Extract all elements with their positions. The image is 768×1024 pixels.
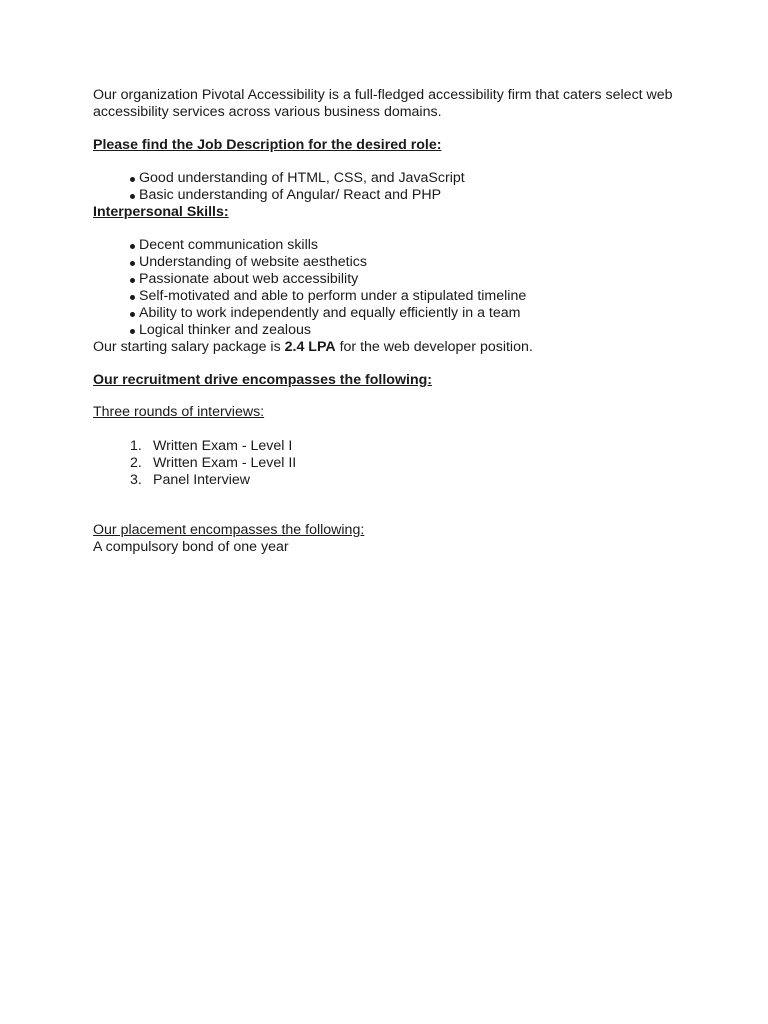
document-page <box>93 87 713 556</box>
interpersonal-skills-list <box>93 237 713 339</box>
placement-text: A compulsory bond of one year <box>93 539 289 555</box>
list-item: Understanding of website aesthetics <box>130 254 713 271</box>
salary-amount: 2.4 LPA <box>284 339 336 355</box>
bullet-icon <box>130 177 135 182</box>
bullet-icon <box>130 261 135 266</box>
list-item: Passionate about web accessibility <box>130 271 713 288</box>
list-item: 1. Written Exam - Level I <box>130 438 293 454</box>
interpersonal-skills-heading: Interpersonal Skills: <box>93 204 229 220</box>
list-item: Ability to work independently and equally efficiently in a team <box>130 305 713 322</box>
list-item: Basic understanding of Angular/ React and PHP <box>130 187 713 204</box>
list-item: 2. Written Exam - Level II <box>130 455 297 471</box>
job-description-heading: Please find the Job Description for the desired role: <box>93 137 442 153</box>
list-item: Self-motivated and able to perform under a stipulated timeline <box>130 288 713 305</box>
salary-paragraph: Our starting salary package is 2.4 LPA for the web developer position. <box>93 339 533 355</box>
bullet-icon <box>130 329 135 334</box>
recruitment-drive-heading: Our recruitment drive encompasses the following: <box>93 372 432 388</box>
list-item: 3. Panel Interview <box>130 472 250 488</box>
list-item: Decent communication skills <box>130 237 713 254</box>
bullet-icon <box>130 312 135 317</box>
placement-heading: Our placement encompasses the following: <box>93 522 365 538</box>
intro-paragraph: Our organization Pivotal Accessibility is a full-fledged accessibility firm that caters select web accessibility services across various business domains. <box>93 87 673 120</box>
list-item: Logical thinker and zealous <box>130 322 713 339</box>
list-item: Good understanding of HTML, CSS, and JavaScript <box>130 170 713 187</box>
bullet-icon <box>130 194 135 199</box>
bullet-icon <box>130 244 135 249</box>
bullet-icon <box>130 295 135 300</box>
interview-rounds-heading: Three rounds of interviews: <box>93 404 265 420</box>
bullet-icon <box>130 278 135 283</box>
job-description-list <box>93 170 713 204</box>
interview-rounds-list <box>93 438 713 489</box>
